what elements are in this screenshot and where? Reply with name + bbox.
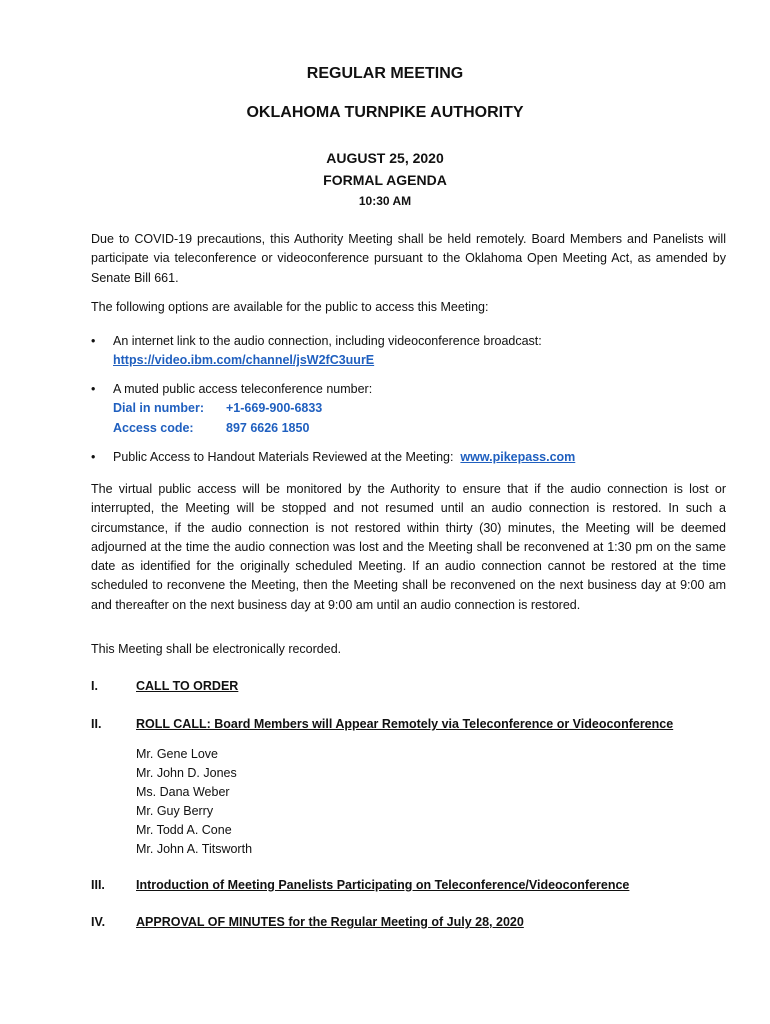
- bullet-dot: •: [91, 450, 96, 464]
- handout-text: Public Access to Handout Materials Reviewed at the Meeting:: [113, 450, 454, 464]
- options-intro: The following options are available for the public to access this Meeting:: [91, 300, 489, 314]
- authority-name: OKLAHOMA TURNPIKE AUTHORITY: [246, 104, 524, 121]
- meeting-title: REGULAR MEETING: [306, 65, 464, 82]
- access-code-label: Access code:: [113, 420, 194, 435]
- board-member: Mr. Guy Berry: [136, 804, 214, 818]
- dial-in-row: [113, 399, 728, 418]
- phone-text: A muted public access teleconference number:: [113, 382, 373, 396]
- recording-notice: This Meeting shall be electronically recorded.: [91, 642, 342, 656]
- virtual-access-paragraph: The virtual public access will be monitored by the Authority to ensure that if the audio connection is lost or interrupted, the Meeting will be stopped and not resumed until an audio connection is restored. In such a circumstance, if the audio connection is not restored within thirty (30) minutes, the Meeting will be deemed adjourned at the time the audio connection was lost and the Meeting shall be reconvened at 1:30 pm on the same date as identified for the originally scheduled Meeting. If an audio connection cannot be restored at the time scheduled to reconvene the Meeting, then the Meeting shall be reconvened on the next business day at 9:00 am and thereafter on the next business day at 9:00 am until an audio connection is restored.: [91, 482, 726, 612]
- access-code-row: [113, 419, 728, 438]
- board-member: Mr. Gene Love: [136, 747, 218, 761]
- item-text: ROLL CALL: Board Members will Appear Remotely via Teleconference or Videoconference: [136, 717, 674, 731]
- item-number: II.: [91, 717, 102, 731]
- bullet-dot: •: [91, 382, 96, 396]
- item-text: Introduction of Meeting Panelists Participating on Teleconference/Videoconference: [136, 878, 630, 892]
- internet-text: An internet link to the audio connection, including videoconference broadcast:: [113, 334, 542, 348]
- video-link[interactable]: https://video.ibm.com/channel/jsW2fC3uurE: [113, 353, 375, 368]
- covid-notice: Due to COVID-19 precautions, this Authority Meeting shall be held remotely. Board Members and Panelists will participate via teleconference or videoconference pursuant to the Oklahoma Open Meeting Act, as amended by Senate Bill 661.: [91, 232, 726, 285]
- pikepass-link[interactable]: www.pikepass.com: [460, 450, 576, 464]
- board-member: Ms. Dana Weber: [136, 785, 230, 799]
- bullet-dot: •: [91, 334, 96, 348]
- agenda-label: FORMAL AGENDA: [323, 172, 447, 188]
- item-number: I.: [91, 679, 98, 693]
- item-number: III.: [91, 878, 105, 892]
- item-number: IV.: [91, 915, 106, 929]
- dial-in-label: Dial in number:: [113, 401, 204, 416]
- meeting-time: 10:30 AM: [358, 194, 412, 208]
- board-members-list: [136, 745, 252, 859]
- item-text: CALL TO ORDER: [136, 679, 239, 693]
- board-member: Mr. John D. Jones: [136, 766, 237, 780]
- dial-in-number: +1-669-900-6833: [226, 401, 323, 416]
- board-member: Mr. Todd A. Cone: [136, 823, 232, 837]
- item-text: APPROVAL OF MINUTES for the Regular Meeting of July 28, 2020: [136, 915, 524, 929]
- access-code-value: 897 6626 1850: [226, 420, 310, 435]
- meeting-date: AUGUST 25, 2020: [326, 150, 444, 166]
- board-member: Mr. John A. Titsworth: [136, 842, 253, 856]
